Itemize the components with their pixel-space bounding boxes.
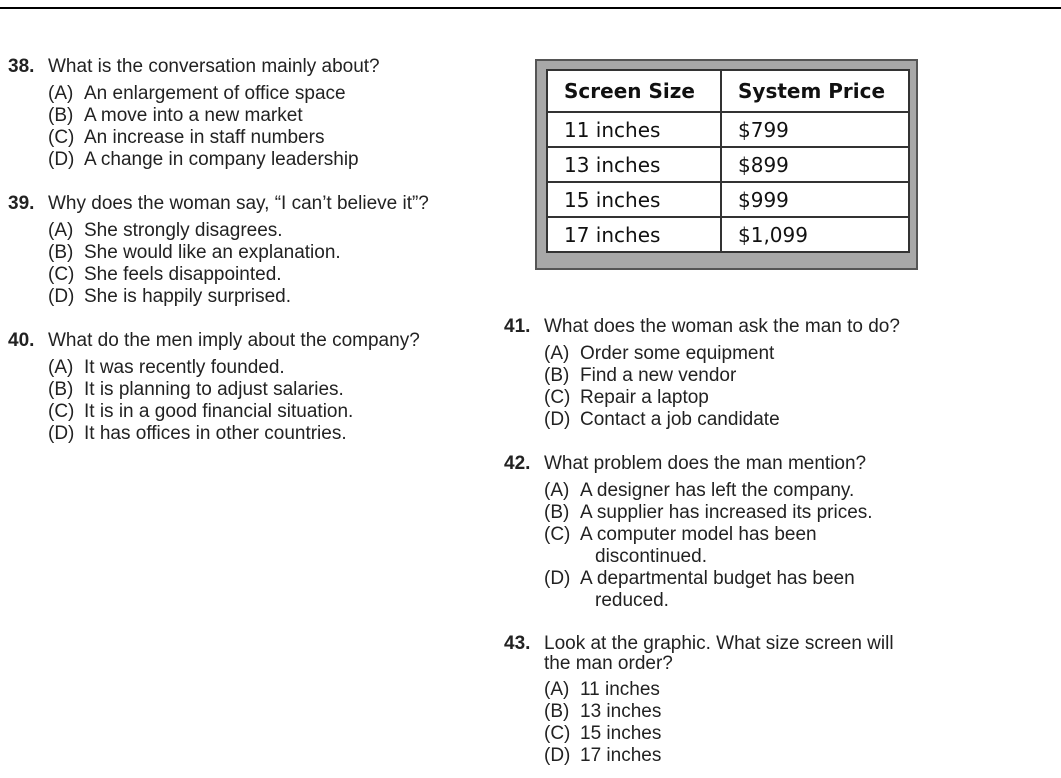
option-letter: (C) <box>544 387 571 408</box>
answer-option-a[interactable] <box>544 679 944 701</box>
option-letter: (D) <box>544 568 571 589</box>
question-stem <box>504 316 944 338</box>
option-text: A departmental budget has been reduced. <box>580 568 855 611</box>
option-text: An increase in staff numbers <box>84 127 325 148</box>
answer-options <box>8 357 478 445</box>
question-41 <box>504 316 944 431</box>
answer-option-d[interactable] <box>48 423 478 445</box>
answer-option-b[interactable] <box>544 502 920 524</box>
answer-option-c[interactable] <box>48 264 478 286</box>
option-letter: (D) <box>544 745 571 766</box>
table-row <box>547 147 909 182</box>
answer-option-d[interactable] <box>48 286 478 308</box>
question-text: What problem does the man mention? <box>544 453 867 474</box>
answer-option-d[interactable] <box>544 568 885 612</box>
table-cell: 15 inches <box>547 182 721 217</box>
option-text: Find a new vendor <box>580 365 737 386</box>
option-text: A designer has left the company. <box>580 480 855 501</box>
option-text: It is planning to adjust salaries. <box>84 379 344 400</box>
option-letter: (D) <box>48 423 75 444</box>
question-38 <box>8 56 478 171</box>
option-text: It has offices in other countries. <box>84 423 347 444</box>
option-letter: (C) <box>544 723 571 744</box>
option-text: Contact a job candidate <box>580 409 780 430</box>
answer-option-b[interactable] <box>544 701 944 723</box>
answer-option-d[interactable] <box>48 149 478 171</box>
answer-option-c[interactable] <box>48 127 478 149</box>
option-letter: (B) <box>544 365 570 386</box>
graphic-table-frame <box>535 59 918 270</box>
option-text: A computer model has been discontinued. <box>580 524 817 567</box>
question-text: Why does the woman say, “I can’t believe it”? <box>48 193 429 214</box>
question-stem <box>8 56 478 78</box>
option-letter: (C) <box>544 524 571 545</box>
option-letter: (A) <box>48 220 74 241</box>
answer-option-a[interactable] <box>48 83 478 105</box>
table-cell: $999 <box>721 182 909 217</box>
answer-option-d[interactable] <box>544 409 944 431</box>
option-letter: (D) <box>544 409 571 430</box>
question-number: 41. <box>504 316 531 337</box>
question-stem <box>504 634 919 674</box>
top-divider <box>0 7 1061 9</box>
question-text: What does the woman ask the man to do? <box>544 316 900 337</box>
question-39 <box>8 193 478 308</box>
option-text: 15 inches <box>580 723 662 744</box>
option-letter: (D) <box>48 149 75 170</box>
option-text: 11 inches <box>580 679 660 700</box>
option-letter: (A) <box>48 83 74 104</box>
option-letter: (A) <box>48 357 74 378</box>
table-cell: $1,099 <box>721 217 909 252</box>
question-text: Look at the graphic. What size screen will the man order? <box>544 633 894 674</box>
option-text: Repair a laptop <box>580 387 709 408</box>
option-text: Order some equipment <box>580 343 775 364</box>
table-cell: $899 <box>721 147 909 182</box>
question-number: 42. <box>504 453 531 474</box>
question-number: 43. <box>504 633 531 654</box>
screen-price-table <box>546 69 910 253</box>
answer-option-b[interactable] <box>48 242 478 264</box>
option-text: She strongly disagrees. <box>84 220 283 241</box>
option-letter: (B) <box>48 379 74 400</box>
answer-option-c[interactable] <box>544 524 857 568</box>
answer-options <box>8 220 478 308</box>
question-stem <box>504 453 944 475</box>
option-text: She feels disappointed. <box>84 264 282 285</box>
table-header-row <box>547 70 909 112</box>
question-42 <box>504 453 944 612</box>
option-letter: (B) <box>48 242 74 263</box>
answer-option-b[interactable] <box>48 105 478 127</box>
answer-options <box>504 679 944 767</box>
option-letter: (A) <box>544 343 570 364</box>
answer-option-b[interactable] <box>544 365 944 387</box>
table-row <box>547 217 909 252</box>
option-letter: (C) <box>48 127 75 148</box>
table-cell: $799 <box>721 112 909 147</box>
option-text: A change in company leadership <box>84 149 359 170</box>
answer-option-a[interactable] <box>544 343 944 365</box>
option-letter: (A) <box>544 480 570 501</box>
option-letter: (B) <box>48 105 74 126</box>
table-cell: 11 inches <box>547 112 721 147</box>
question-stem <box>8 193 478 215</box>
answer-option-a[interactable] <box>48 220 478 242</box>
answer-option-a[interactable] <box>544 480 900 502</box>
option-letter: (B) <box>544 502 570 523</box>
table-header-cell: System Price <box>721 70 909 112</box>
answer-option-c[interactable] <box>544 387 944 409</box>
option-text: It was recently founded. <box>84 357 285 378</box>
question-number: 38. <box>8 56 35 77</box>
option-letter: (C) <box>48 401 75 422</box>
option-text: 13 inches <box>580 701 662 722</box>
table-header-cell: Screen Size <box>547 70 721 112</box>
option-text: An enlargement of office space <box>84 83 346 104</box>
answer-options <box>8 83 478 171</box>
answer-options <box>504 343 944 431</box>
question-number: 39. <box>8 193 35 214</box>
answer-option-c[interactable] <box>544 723 944 745</box>
option-letter: (B) <box>544 701 570 722</box>
option-text: A move into a new market <box>84 105 303 126</box>
option-text: It is in a good financial situation. <box>84 401 354 422</box>
option-text: She would like an explanation. <box>84 242 341 263</box>
answer-options <box>504 480 873 612</box>
table-row <box>547 112 909 147</box>
option-text: A supplier has increased its prices. <box>580 502 873 523</box>
question-stem <box>8 330 478 352</box>
option-letter: (A) <box>544 679 570 700</box>
answer-option-a[interactable] <box>48 357 478 379</box>
answer-option-c[interactable] <box>48 401 478 423</box>
option-letter: (D) <box>48 286 75 307</box>
table-row <box>547 182 909 217</box>
question-number: 40. <box>8 330 35 351</box>
question-43 <box>504 634 944 767</box>
table-cell: 17 inches <box>547 217 721 252</box>
question-text: What do the men imply about the company? <box>48 330 420 351</box>
table-cell: 13 inches <box>547 147 721 182</box>
option-text: She is happily surprised. <box>84 286 291 307</box>
option-letter: (C) <box>48 264 75 285</box>
question-text: What is the conversation mainly about? <box>48 56 380 77</box>
answer-option-b[interactable] <box>48 379 478 401</box>
option-text: 17 inches <box>580 745 662 766</box>
answer-option-d[interactable] <box>544 745 944 767</box>
question-40 <box>8 330 478 445</box>
